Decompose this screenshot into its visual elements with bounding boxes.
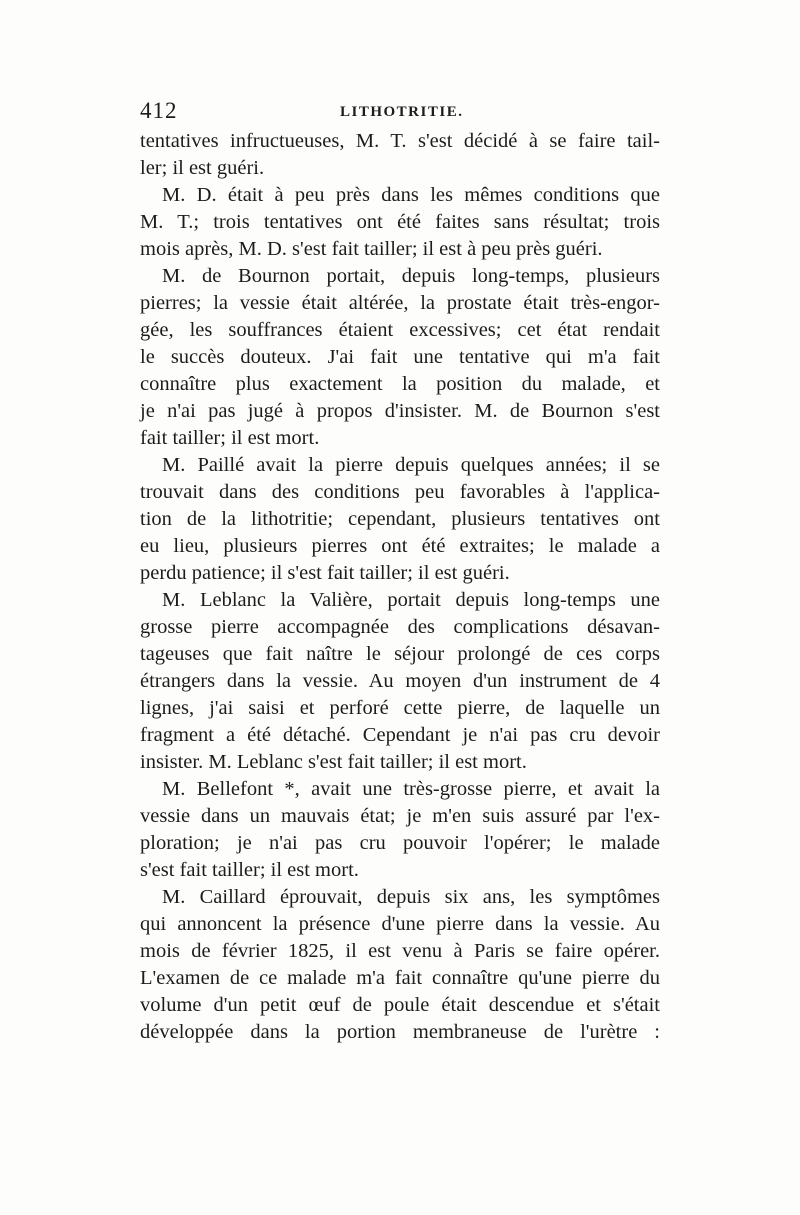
text-line: gée, les souffrances étaient excessives; cet état rendait (140, 319, 660, 341)
text-line: fragment a été détaché. Cependant je n'ai pas cru devoir (140, 724, 660, 746)
text-line: vessie dans un mauvais état; je m'en suis assuré par l'ex- (140, 805, 660, 827)
text-line: grosse pierre accompagnée des complications désavan- (140, 616, 660, 638)
text-line: M. T.; trois tentatives ont été faites sans résultat; trois (140, 211, 660, 233)
text-line: tion de la lithotritie; cependant, plusieurs tentatives ont (140, 508, 660, 530)
text-line: mois après, M. D. s'est fait tailler; il est à peu près guéri. (140, 238, 603, 260)
text-line: tageuses que fait naître le séjour prolongé de ces corps (140, 643, 660, 665)
text-line: insister. M. Leblanc s'est fait tailler; il est mort. (140, 751, 527, 773)
text-line: lignes, j'ai saisi et perforé cette pierre, de laquelle un (140, 697, 660, 719)
text-line: M. de Bournon portait, depuis long-temps, plusieurs (162, 265, 660, 287)
text-line: mois de février 1825, il est venu à Paris se faire opérer. (140, 940, 660, 962)
text-line: M. Paillé avait la pierre depuis quelques années; il se (162, 454, 660, 476)
text-line: développée dans la portion membraneuse de l'urètre : (140, 1021, 660, 1043)
text-line: M. Caillard éprouvait, depuis six ans, les symptômes (162, 886, 660, 908)
text-line: je n'ai pas jugé à propos d'insister. M. de Bournon s'est (140, 400, 660, 422)
text-line: M. Leblanc la Valière, portait depuis long-temps une (162, 589, 660, 611)
text-line: eu lieu, plusieurs pierres ont été extraites; le malade a (140, 535, 660, 557)
text-line: ler; il est guéri. (140, 157, 265, 179)
running-head (140, 98, 660, 130)
text-line: volume d'un petit œuf de poule était descendue et s'était (140, 994, 660, 1016)
text-line: M. D. était à peu près dans les mêmes conditions que (162, 184, 660, 206)
text-line: trouvait dans des conditions peu favorables à l'applica- (140, 481, 660, 503)
text-line: le succès douteux. J'ai fait une tentative qui m'a fait (140, 346, 660, 368)
text-line: fait tailler; il est mort. (140, 427, 320, 449)
text-line: tentatives infructueuses, M. T. s'est décidé à se faire tail- (140, 130, 660, 152)
text-line: s'est fait tailler; il est mort. (140, 859, 359, 881)
text-line: ploration; je n'ai pas cru pouvoir l'opérer; le malade (140, 832, 660, 854)
text-line: qui annoncent la présence d'une pierre dans la vessie. Au (140, 913, 660, 935)
body-text (140, 128, 660, 1046)
text-line: M. Bellefont *, avait une très-grosse pierre, et avait la (162, 778, 660, 800)
page-number: 412 (140, 98, 178, 123)
text-line: connaître plus exactement la position du malade, et (140, 373, 660, 395)
text-line: perdu patience; il s'est fait tailler; il est guéri. (140, 562, 510, 584)
text-line: L'examen de ce malade m'a fait connaître qu'une pierre du (140, 967, 660, 989)
text-line: étrangers dans la vessie. Au moyen d'un instrument de 4 (140, 670, 660, 692)
text-line: pierres; la vessie était altérée, la prostate était très-engor- (140, 292, 660, 314)
running-title: LITHOTRITIE. (340, 104, 464, 120)
